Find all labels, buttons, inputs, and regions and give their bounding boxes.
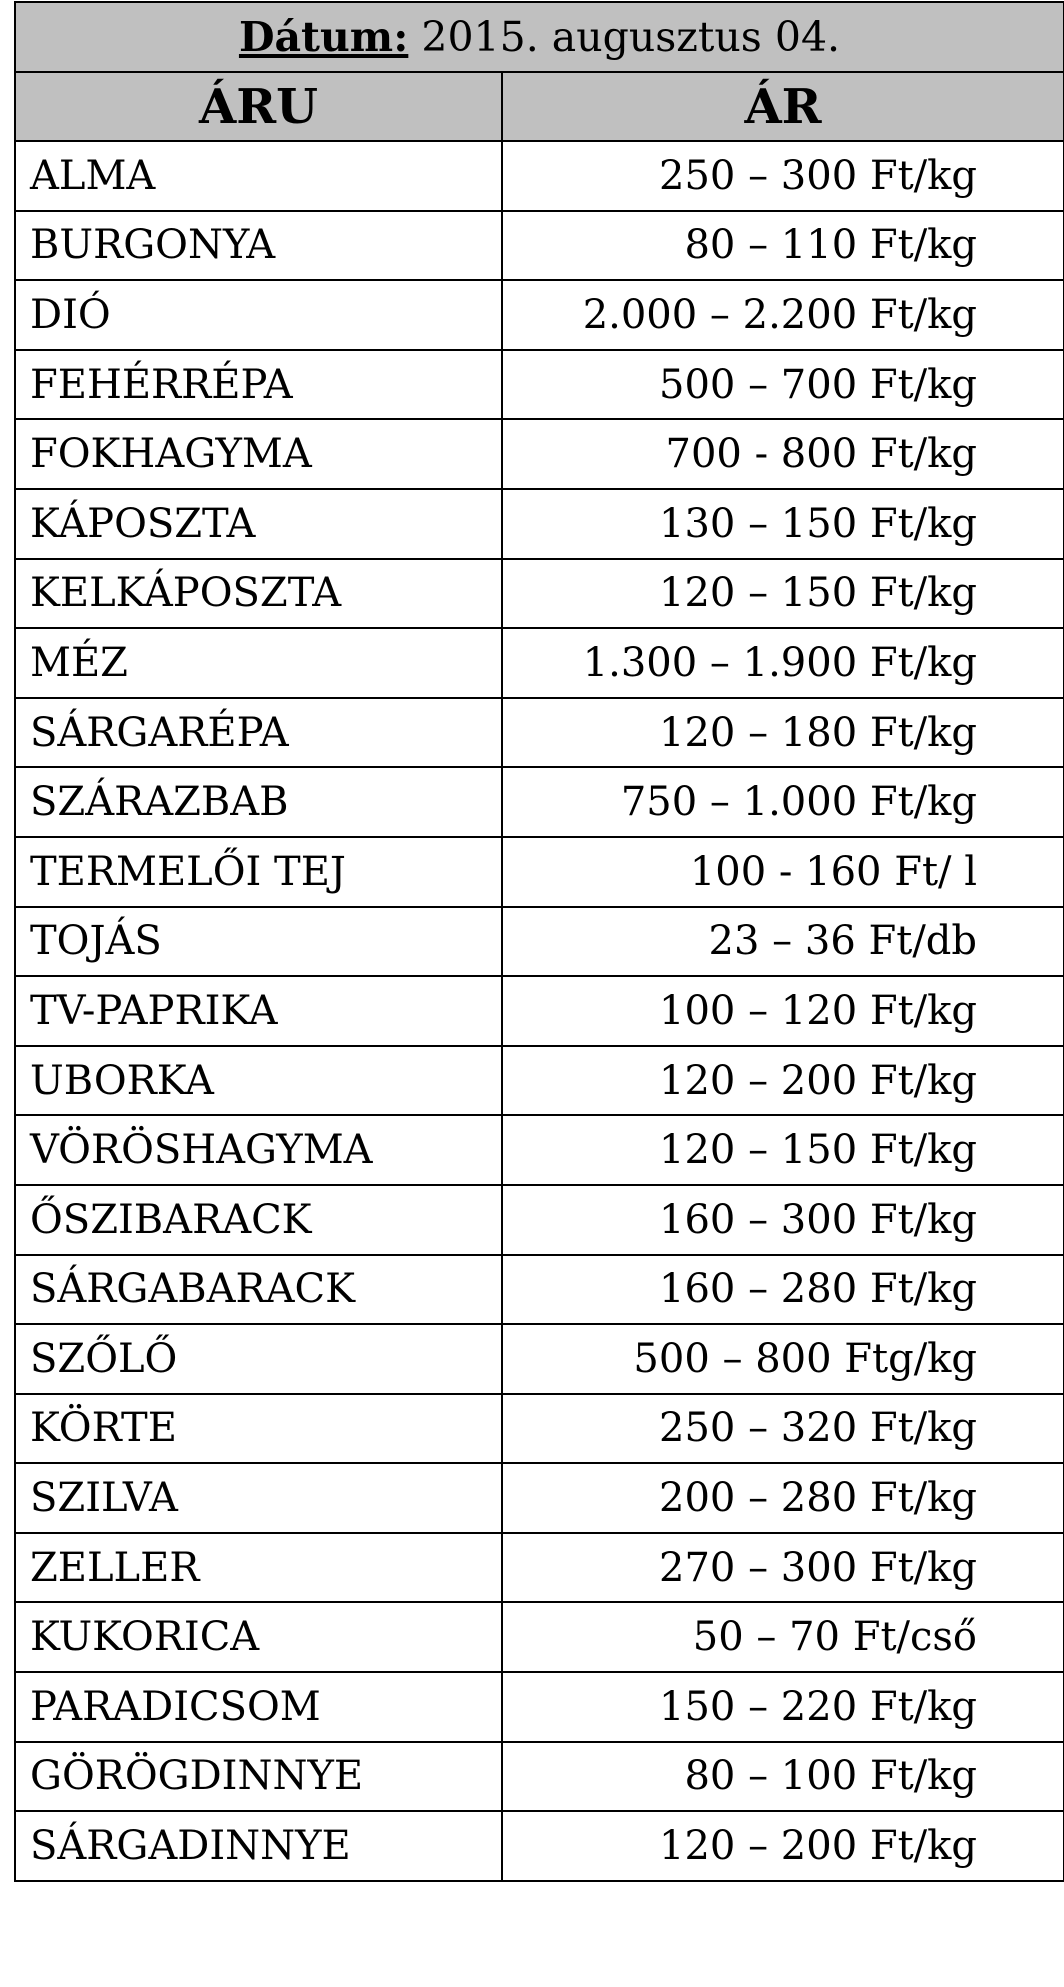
item-name: MÉZ bbox=[15, 628, 502, 698]
table-row bbox=[15, 767, 1064, 837]
item-price: 120 – 150 Ft/kg bbox=[502, 1115, 1064, 1185]
table-row bbox=[15, 350, 1064, 420]
item-price: 80 – 110 Ft/kg bbox=[502, 211, 1064, 281]
table-row bbox=[15, 1046, 1064, 1116]
table-row bbox=[15, 698, 1064, 768]
table-row bbox=[15, 280, 1064, 350]
item-price: 100 – 120 Ft/kg bbox=[502, 976, 1064, 1046]
table-row bbox=[15, 559, 1064, 629]
table-row bbox=[15, 1324, 1064, 1394]
item-name: KÖRTE bbox=[15, 1394, 502, 1464]
item-price: 130 – 150 Ft/kg bbox=[502, 489, 1064, 559]
item-price: 250 – 320 Ft/kg bbox=[502, 1394, 1064, 1464]
table-row bbox=[15, 907, 1064, 977]
table-row bbox=[15, 837, 1064, 907]
item-name: DIÓ bbox=[15, 280, 502, 350]
date-value: 2015. augusztus 04. bbox=[408, 13, 841, 61]
table-row bbox=[15, 628, 1064, 698]
table-row bbox=[15, 976, 1064, 1046]
item-name: SZÁRAZBAB bbox=[15, 767, 502, 837]
item-name: KÁPOSZTA bbox=[15, 489, 502, 559]
table-row bbox=[15, 1394, 1064, 1464]
item-name: VÖRÖSHAGYMA bbox=[15, 1115, 502, 1185]
table-row bbox=[15, 1811, 1064, 1881]
item-price: 750 – 1.000 Ft/kg bbox=[502, 767, 1064, 837]
item-price: 500 – 800 Ftg/kg bbox=[502, 1324, 1064, 1394]
item-name: UBORKA bbox=[15, 1046, 502, 1116]
item-price: 160 – 300 Ft/kg bbox=[502, 1185, 1064, 1255]
column-header-row bbox=[15, 72, 1064, 141]
table-row bbox=[15, 1602, 1064, 1672]
item-name: KELKÁPOSZTA bbox=[15, 559, 502, 629]
table-row bbox=[15, 419, 1064, 489]
item-name: SZILVA bbox=[15, 1463, 502, 1533]
item-price: 80 – 100 Ft/kg bbox=[502, 1742, 1064, 1812]
table-row bbox=[15, 1533, 1064, 1603]
item-price: 160 – 280 Ft/kg bbox=[502, 1255, 1064, 1325]
item-name: FOKHAGYMA bbox=[15, 419, 502, 489]
item-price: 2.000 – 2.200 Ft/kg bbox=[502, 280, 1064, 350]
item-price: 120 – 150 Ft/kg bbox=[502, 559, 1064, 629]
item-name: TV-PAPRIKA bbox=[15, 976, 502, 1046]
table-row bbox=[15, 1742, 1064, 1812]
item-name: TERMELŐI TEJ bbox=[15, 837, 502, 907]
item-price: 150 – 220 Ft/kg bbox=[502, 1672, 1064, 1742]
item-name: PARADICSOM bbox=[15, 1672, 502, 1742]
item-name: BURGONYA bbox=[15, 211, 502, 281]
column-header-price: ÁR bbox=[502, 72, 1064, 141]
item-name: ZELLER bbox=[15, 1533, 502, 1603]
item-price: 120 – 200 Ft/kg bbox=[502, 1046, 1064, 1116]
date-cell bbox=[15, 2, 1064, 72]
item-price: 23 – 36 Ft/db bbox=[502, 907, 1064, 977]
item-name: FEHÉRRÉPA bbox=[15, 350, 502, 420]
table-body bbox=[15, 141, 1064, 1881]
item-price: 1.300 – 1.900 Ft/kg bbox=[502, 628, 1064, 698]
table-row bbox=[15, 1115, 1064, 1185]
table-row bbox=[15, 211, 1064, 281]
item-name: ŐSZIBARACK bbox=[15, 1185, 502, 1255]
price-table bbox=[14, 1, 1064, 1882]
item-name: SZŐLŐ bbox=[15, 1324, 502, 1394]
column-header-item: ÁRU bbox=[15, 72, 502, 141]
item-price: 50 – 70 Ft/cső bbox=[502, 1602, 1064, 1672]
date-label: Dátum: bbox=[238, 13, 409, 61]
item-price: 100 - 160 Ft/ l bbox=[502, 837, 1064, 907]
item-name: ALMA bbox=[15, 141, 502, 211]
item-name: SÁRGABARACK bbox=[15, 1255, 502, 1325]
item-name: KUKORICA bbox=[15, 1602, 502, 1672]
item-price: 120 – 180 Ft/kg bbox=[502, 698, 1064, 768]
item-price: 120 – 200 Ft/kg bbox=[502, 1811, 1064, 1881]
table-row bbox=[15, 1672, 1064, 1742]
item-price: 250 – 300 Ft/kg bbox=[502, 141, 1064, 211]
table-row bbox=[15, 1185, 1064, 1255]
item-name: SÁRGARÉPA bbox=[15, 698, 502, 768]
date-row bbox=[15, 2, 1064, 72]
table-row bbox=[15, 1463, 1064, 1533]
table-row bbox=[15, 489, 1064, 559]
item-name: TOJÁS bbox=[15, 907, 502, 977]
item-name: GÖRÖGDINNYE bbox=[15, 1742, 502, 1812]
item-price: 200 – 280 Ft/kg bbox=[502, 1463, 1064, 1533]
table-row bbox=[15, 1255, 1064, 1325]
item-price: 700 - 800 Ft/kg bbox=[502, 419, 1064, 489]
table-row bbox=[15, 141, 1064, 211]
item-name: SÁRGADINNYE bbox=[15, 1811, 502, 1881]
item-price: 270 – 300 Ft/kg bbox=[502, 1533, 1064, 1603]
item-price: 500 – 700 Ft/kg bbox=[502, 350, 1064, 420]
